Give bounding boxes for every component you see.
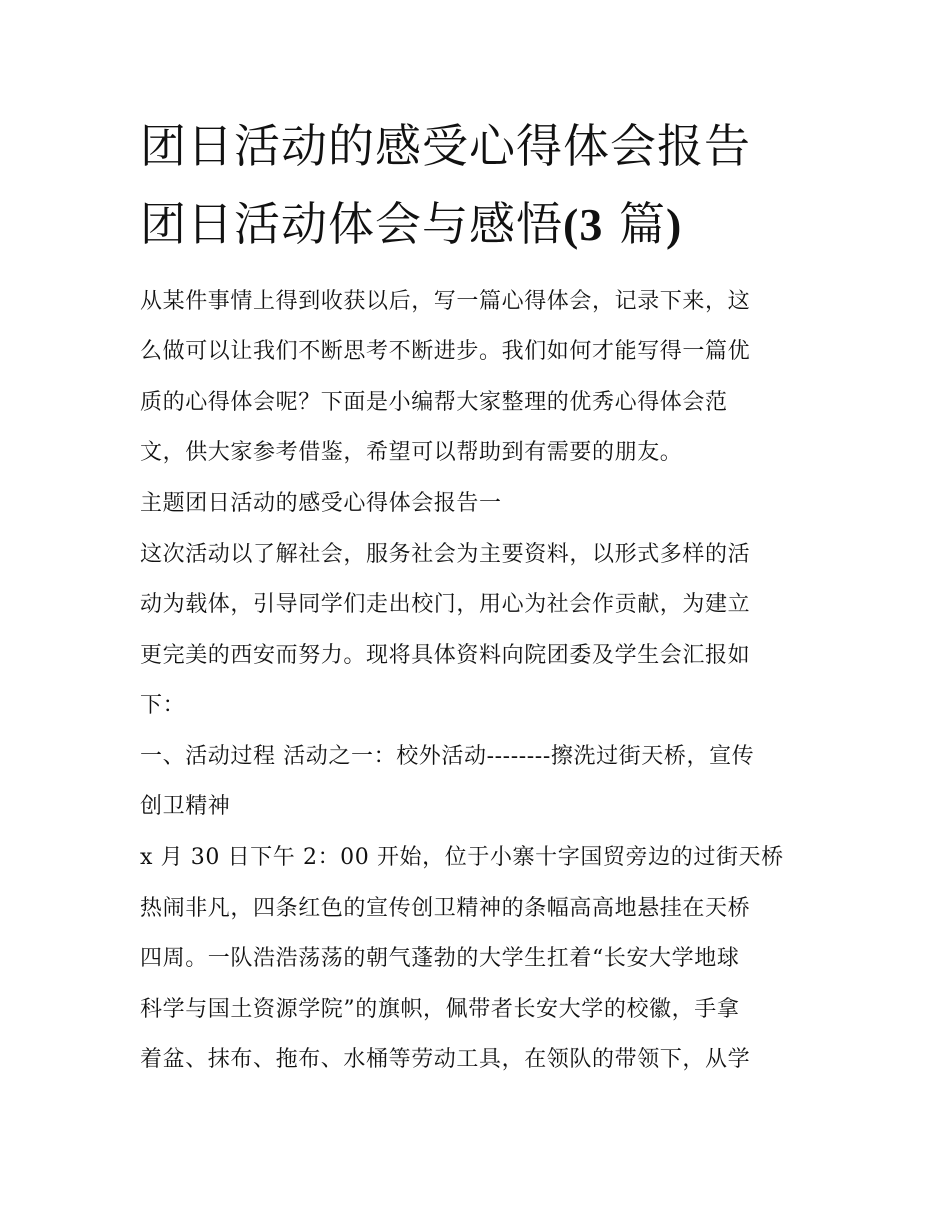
body-line: 动为载体，引导同学们走出校门，用心为社会作贡献，为建立 (140, 592, 751, 617)
body-line: 质的心得体会呢？下面是小编帮大家整理的优秀心得体会范 (140, 390, 728, 415)
body-line: 么做可以让我们不断思考不断进步。我们如何才能写得一篇优 (140, 339, 751, 364)
body-line: 着盆、抹布、拖布、水桶等劳动工具，在领队的带领下，从学 (140, 1047, 751, 1072)
title-line-1: 团日活动的感受心得体会报告 (140, 119, 751, 173)
body-line: 四周。一队浩浩荡荡的朝气蓬勃的大学生扛着“长安大学地球 (140, 946, 740, 971)
body-line: 从某件事情上得到收获以后，写一篇心得体会，记录下来，这 (140, 289, 751, 314)
title-line-2-text: 团日活动体会与感悟 (140, 197, 563, 251)
body-line: 创卫精神 (140, 794, 231, 819)
body-line: 下： (140, 693, 186, 718)
body-line: x 月 30 日下午 2：00 开始，位于小寨十字国贸旁边的过街天桥 (140, 845, 784, 870)
title-line-2-count: (3 (563, 199, 604, 250)
body-line: 文，供大家参考借鉴，希望可以帮助到有需要的朋友。 (140, 440, 683, 465)
body-line: 科学与国土资源学院”的旗帜，佩带者长安大学的校徽，手拿 (140, 997, 740, 1022)
title-line-2-unit: 篇 (603, 197, 666, 251)
title-line-2-close: ) (665, 199, 683, 250)
title-line-2 (140, 198, 820, 251)
body-line: 一、活动过程 活动之一：校外活动--------擦洗过街天桥，宣传 (140, 744, 755, 769)
body-line: 热闹非凡，四条红色的宣传创卫精神的条幅高高地悬挂在天桥 (140, 896, 751, 921)
body-line: 更完美的西安而努力。现将具体资料向院团委及学生会汇报如 (140, 643, 751, 668)
section-heading: 主题团日活动的感受心得体会报告一 (140, 491, 502, 516)
body-line: 这次活动以了解社会，服务社会为主要资料，以形式多样的活 (140, 542, 751, 567)
